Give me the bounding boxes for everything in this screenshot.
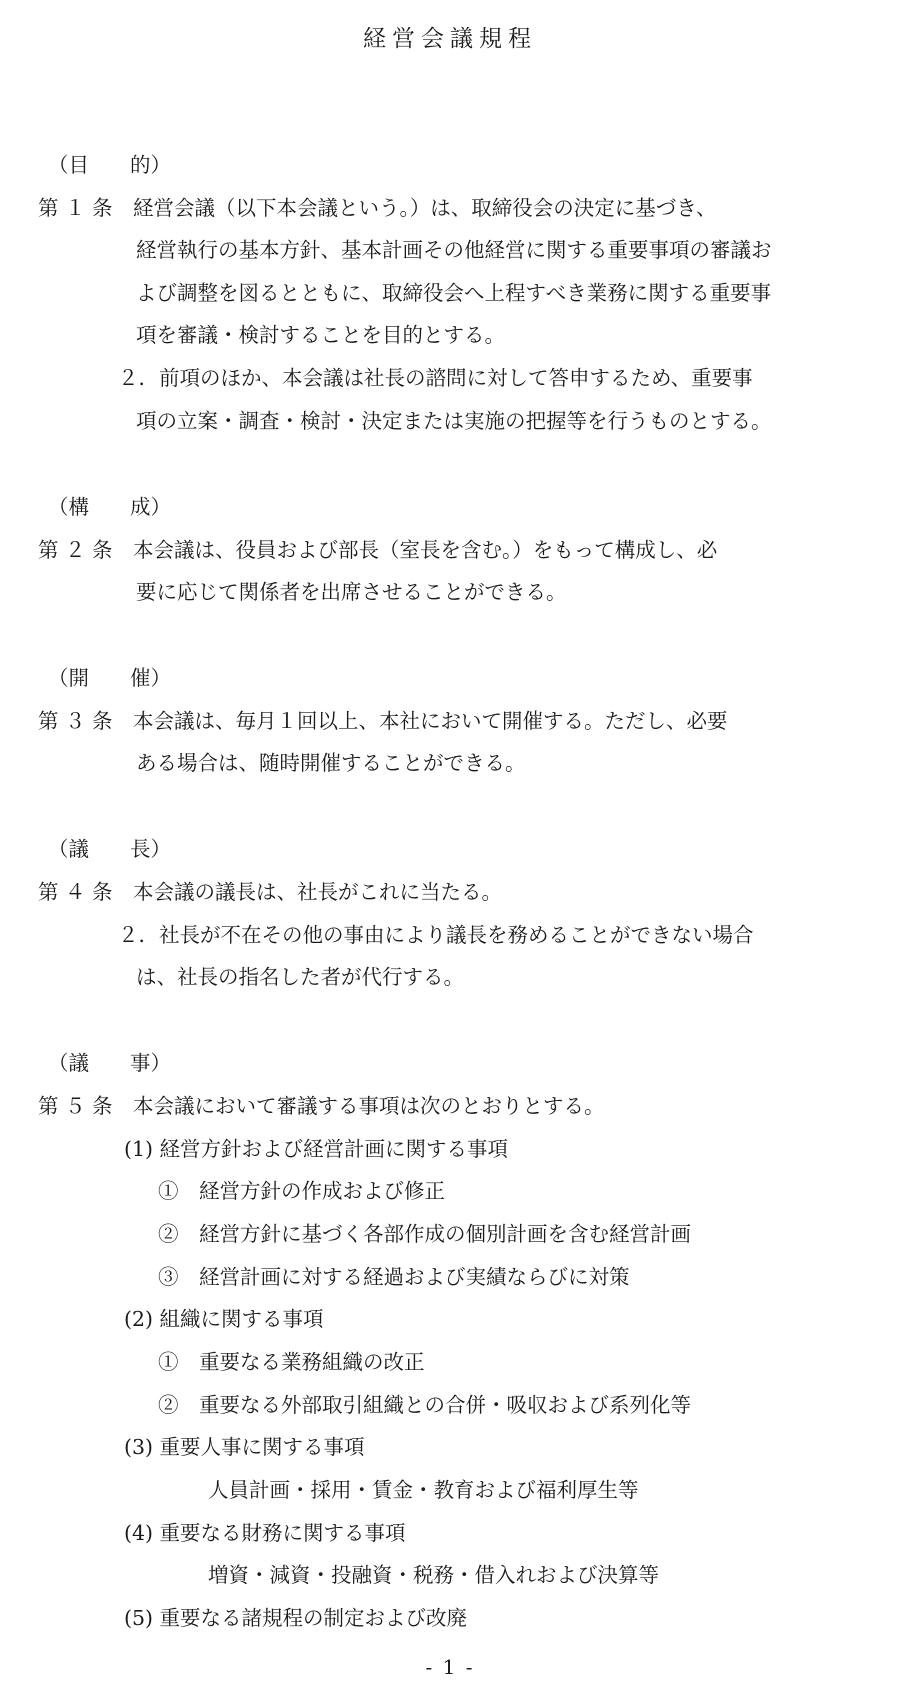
list-item: (5) 重要なる諸規程の制定および改廃 [124, 1606, 468, 1630]
list-subitem: ② 経営方針に基づく各部作成の個別計画を含む経営計画 [158, 1222, 691, 1246]
article-1-paragraph-2: ２．前項のほか、本会議は社長の諮問に対して答申するため、重要事 [118, 366, 753, 390]
section-heading-purpose: （目 的） [48, 153, 171, 177]
page-number: - 1 - [425, 1655, 475, 1679]
list-item-detail: 増資・減資・投融資・税務・借入れおよび決算等 [208, 1563, 659, 1587]
list-subitem: ① 重要なる業務組織の改正 [158, 1350, 425, 1374]
list-subitem: ① 経営方針の作成および修正 [158, 1179, 445, 1203]
article-3-line: 第 ３ 条 本会議は、毎月１回以上、本社において開催する。ただし、必要 [38, 709, 728, 733]
article-1-line: 項を審議・検討することを目的とする。 [136, 323, 505, 347]
list-item-detail: 人員計画・採用・賃金・教育および福利厚生等 [208, 1478, 639, 1502]
article-1-line: 項の立案・調査・検討・決定または実施の把握等を行うものとする。 [136, 409, 772, 433]
article-2-line: 要に応じて関係者を出席させることができる。 [136, 580, 567, 604]
list-item: (1) 経営方針および経営計画に関する事項 [124, 1137, 509, 1161]
list-item: (3) 重要人事に関する事項 [124, 1435, 365, 1459]
article-1-line: よび調整を図るとともに、取締役会へ上程すべき業務に関する重要事 [136, 281, 772, 305]
section-heading-chair: （議 長） [48, 837, 171, 861]
list-subitem: ② 重要なる外部取引組織との合併・吸収および系列化等 [158, 1393, 691, 1417]
section-heading-proceedings: （議 事） [48, 1051, 171, 1075]
article-1-line: 経営執行の基本方針、基本計画その他経営に関する重要事項の審議お [136, 238, 772, 262]
article-4-line: は、社長の指名した者が代行する。 [136, 965, 464, 989]
article-2-line: 第 ２ 条 本会議は、役員および部長（室長を含む。）をもって構成し、必 [38, 538, 718, 562]
article-5-line: 第 ５ 条 本会議において審議する事項は次のとおりとする。 [38, 1094, 605, 1118]
list-subitem: ③ 経営計画に対する経過および実績ならびに対策 [158, 1265, 630, 1289]
article-4-line: 第 ４ 条 本会議の議長は、社長がこれに当たる。 [38, 880, 503, 904]
article-4-paragraph-2: ２．社長が不在その他の事由により議長を務めることができない場合 [118, 923, 754, 947]
section-heading-composition: （構 成） [48, 495, 171, 519]
section-heading-meeting: （開 催） [48, 666, 171, 690]
article-1-line: 第 １ 条 経営会議（以下本会議という。）は、取締役会の決定に基づき、 [38, 196, 717, 220]
list-item: (2) 組織に関する事項 [124, 1307, 324, 1331]
document-title: 経営会議規程 [363, 26, 537, 52]
list-item: (4) 重要なる財務に関する事項 [124, 1521, 406, 1545]
article-3-line: ある場合は、随時開催することができる。 [136, 751, 526, 775]
